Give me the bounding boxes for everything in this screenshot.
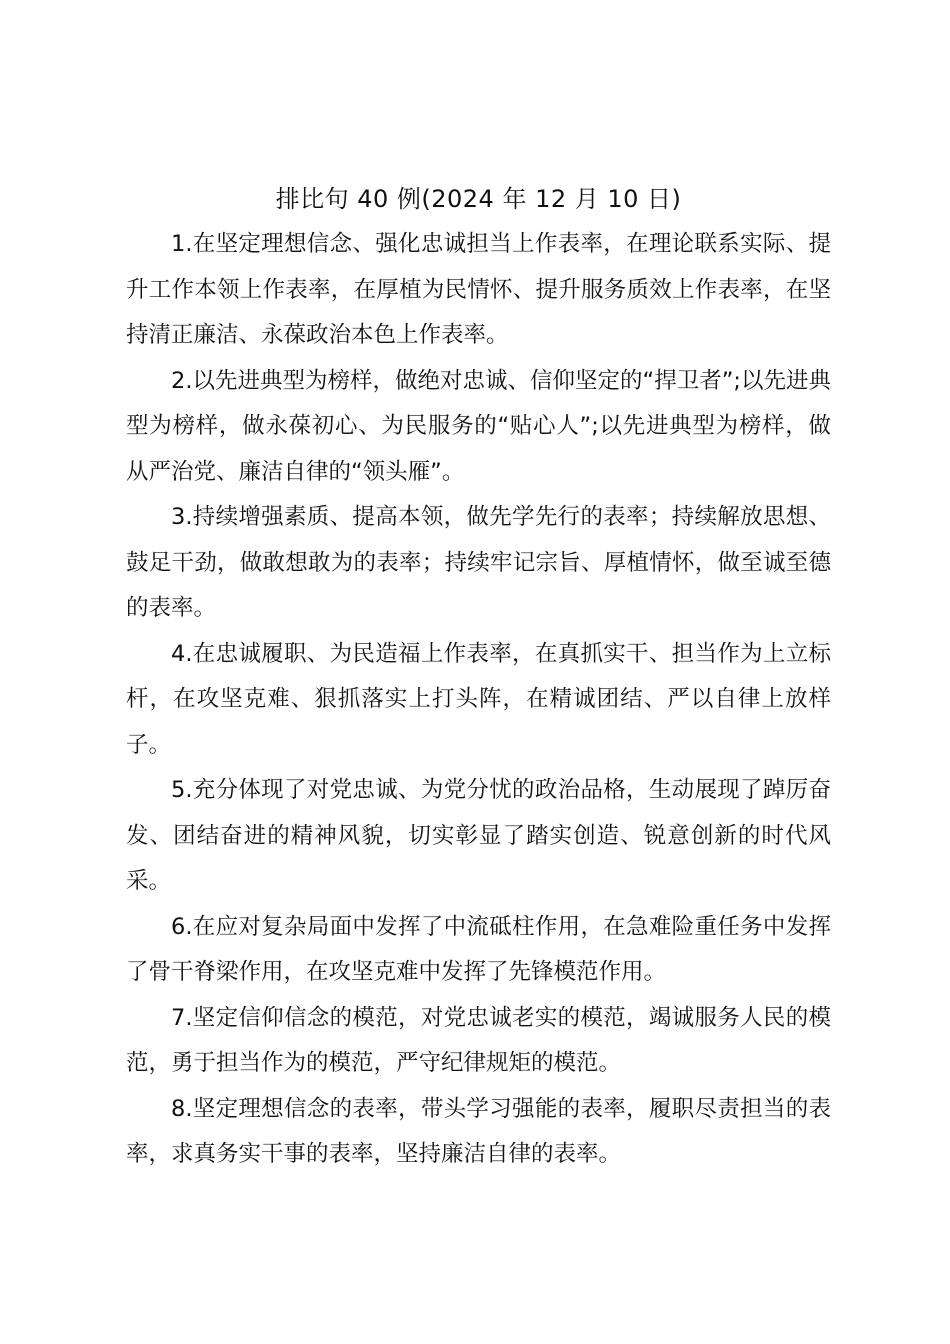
paragraph-item-7: 7.坚定信仰信念的模范，对党忠诚老实的模范，竭诚服务人民的模范，勇于担当作为的模范，严守纪律规矩的模范。 (126, 1004, 831, 1076)
paragraph-item-1: 1.在坚定理想信念、强化忠诚担当上作表率，在理论联系实际、提升工作本领上作表率，在厚植为民情怀、提升服务质效上作表率，在坚持清正廉洁、永葆政治本色上作表率。 (126, 231, 831, 348)
paragraph-item-4: 4.在忠诚履职、为民造福上作表率，在真抓实干、担当作为上立标杆，在攻坚克难、狠抓落实上打头阵，在精诚团结、严以自律上放样子。 (126, 640, 831, 758)
document-title: 排比句 40 例(2024 年 12 月 10 日) (275, 185, 682, 213)
paragraph-item-3: 3.持续增强素质、提高本领，做先学先行的表率；持续解放思想、鼓足干劲，做敢想敢为的表率；持续牢记宗旨、厚植情怀，做至诚至德的表率。 (126, 504, 831, 621)
paragraph-item-6: 6.在应对复杂局面中发挥了中流砥柱作用，在急难险重任务中发挥了骨干脊梁作用，在攻坚克难中发挥了先锋模范作用。 (126, 913, 831, 985)
paragraph-item-2: 2.以先进典型为榜样，做绝对忠诚、信仰坚定的“捍卫者”;以先进典型为榜样，做永葆初心、为民服务的“贴心人”;以先进典型为榜样，做从严治党、廉洁自律的“领头雁”。 (126, 367, 831, 485)
paragraph-item-8: 8.坚定理想信念的表率，带头学习强能的表率，履职尽责担当的表率，求真务实干事的表率，坚持廉洁自律的表率。 (126, 1095, 831, 1167)
paragraph-item-5: 5.充分体现了对党忠诚、为党分忧的政治品格，生动展现了踔厉奋发、团结奋进的精神风貌，切实彰显了踏实创造、锐意创新的时代风采。 (126, 777, 831, 894)
document-page (126, 176, 831, 1178)
